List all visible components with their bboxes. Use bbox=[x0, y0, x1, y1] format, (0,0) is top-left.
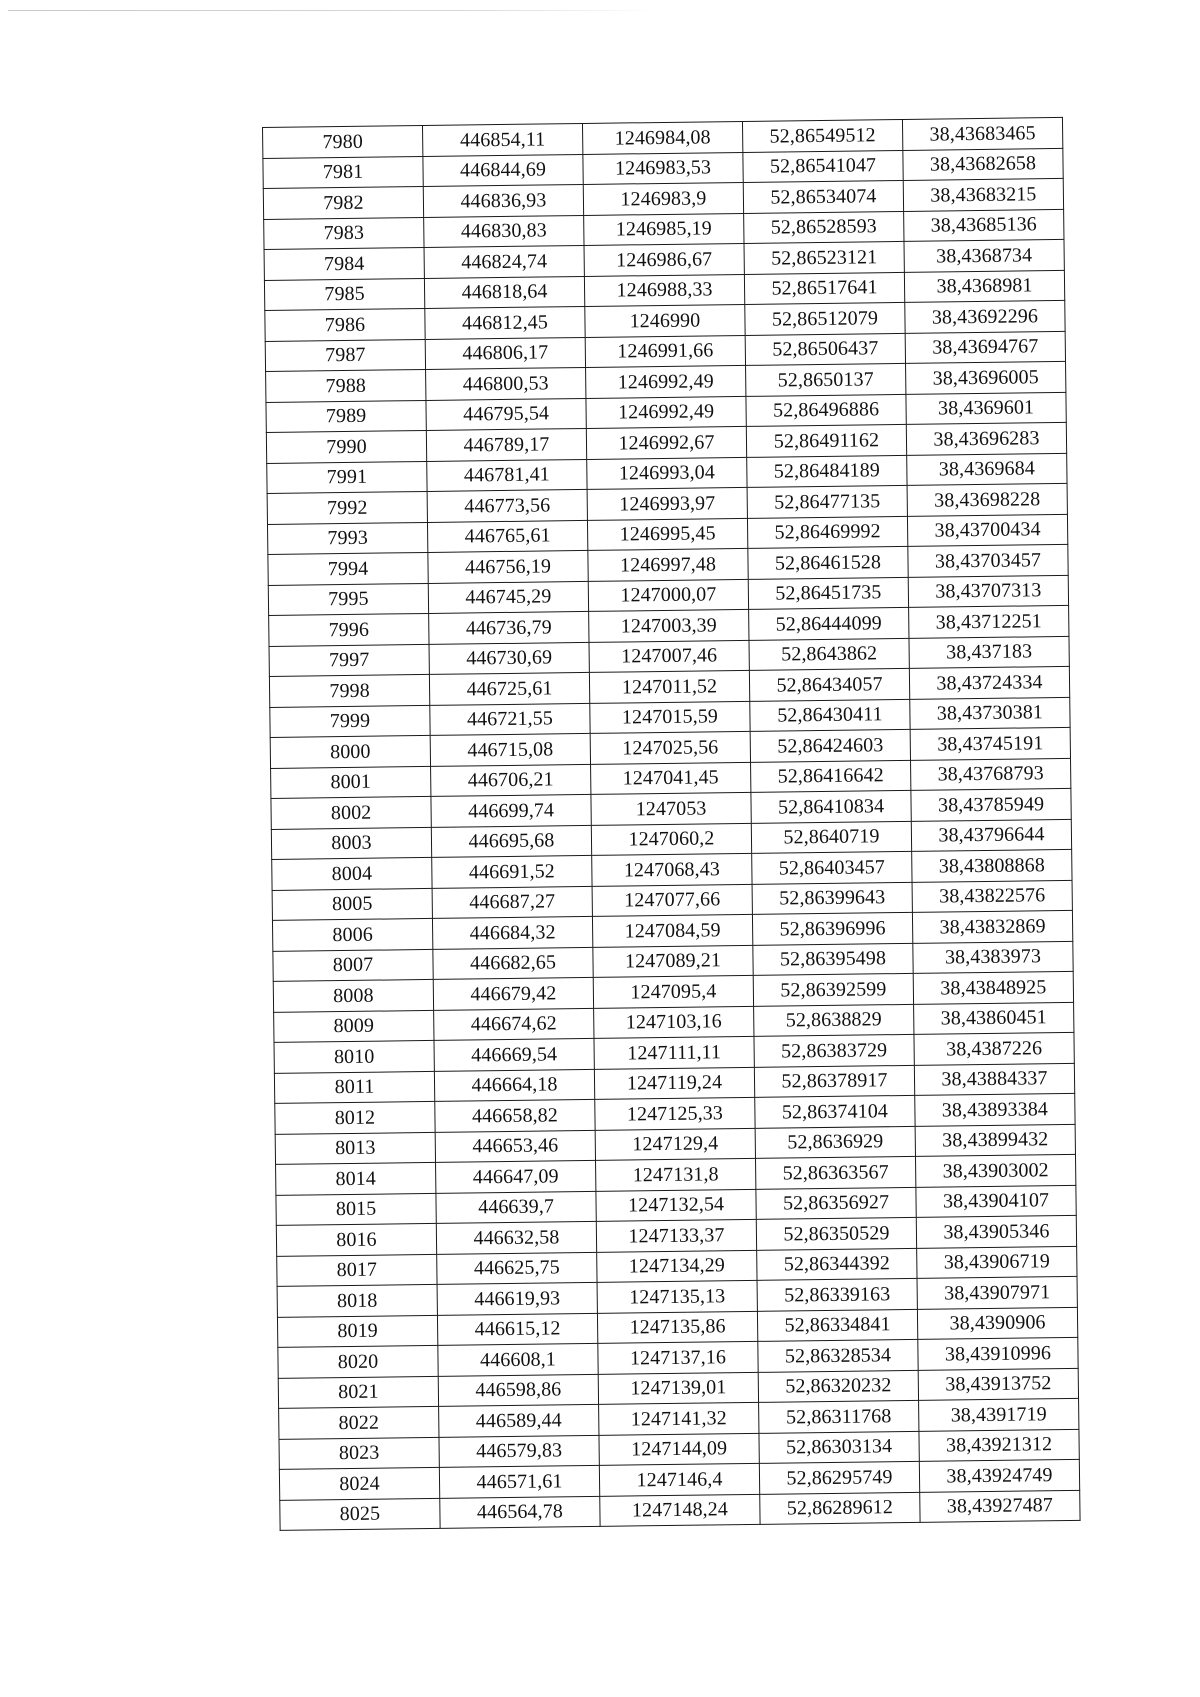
y-coordinate-cell: 1247148,24 bbox=[600, 1494, 760, 1527]
point-number-cell: 8010 bbox=[274, 1040, 434, 1073]
x-coordinate-cell: 446619,93 bbox=[437, 1282, 597, 1315]
longitude-cell: 38,43860451 bbox=[914, 1002, 1074, 1035]
latitude-cell: 52,86395498 bbox=[753, 943, 913, 976]
point-number-cell: 8016 bbox=[276, 1223, 436, 1256]
latitude-cell: 52,86430411 bbox=[750, 699, 910, 732]
longitude-cell: 38,43906719 bbox=[917, 1246, 1077, 1279]
longitude-cell: 38,43832869 bbox=[912, 910, 1072, 943]
y-coordinate-cell: 1246991,66 bbox=[585, 335, 745, 368]
latitude-cell: 52,86424603 bbox=[750, 729, 910, 762]
point-number-cell: 7990 bbox=[266, 430, 426, 463]
y-coordinate-cell: 1247141,32 bbox=[599, 1402, 759, 1435]
latitude-cell: 52,86528593 bbox=[744, 211, 904, 244]
y-coordinate-cell: 1247103,16 bbox=[594, 1006, 754, 1039]
x-coordinate-cell: 446589,44 bbox=[439, 1404, 599, 1437]
y-coordinate-cell: 1247060,2 bbox=[591, 823, 751, 856]
latitude-cell: 52,86416642 bbox=[751, 760, 911, 793]
longitude-cell: 38,43696005 bbox=[906, 361, 1066, 394]
latitude-cell: 52,86444099 bbox=[749, 607, 909, 640]
point-number-cell: 7993 bbox=[267, 522, 427, 555]
latitude-cell: 52,86289612 bbox=[760, 1492, 920, 1525]
x-coordinate-cell: 446800,53 bbox=[426, 367, 586, 400]
latitude-cell: 52,86434057 bbox=[749, 668, 909, 701]
point-number-cell: 8017 bbox=[277, 1254, 437, 1287]
x-coordinate-cell: 446844,69 bbox=[423, 154, 583, 187]
latitude-cell: 52,86469992 bbox=[747, 516, 907, 549]
longitude-cell: 38,4390906 bbox=[917, 1307, 1077, 1340]
coordinates-table bbox=[262, 117, 1081, 1531]
point-number-cell: 7983 bbox=[264, 217, 424, 250]
latitude-cell: 52,86496886 bbox=[746, 394, 906, 427]
longitude-cell: 38,43848925 bbox=[913, 971, 1073, 1004]
point-number-cell: 8000 bbox=[270, 735, 430, 768]
y-coordinate-cell: 1246986,67 bbox=[584, 243, 744, 276]
longitude-cell: 38,43703457 bbox=[908, 544, 1068, 577]
longitude-cell: 38,43712251 bbox=[909, 605, 1069, 638]
y-coordinate-cell: 1247084,59 bbox=[592, 914, 752, 947]
y-coordinate-cell: 1247041,45 bbox=[591, 762, 751, 795]
latitude-cell: 52,86541047 bbox=[743, 150, 903, 183]
x-coordinate-cell: 446830,83 bbox=[424, 215, 584, 248]
y-coordinate-cell: 1246984,08 bbox=[582, 121, 742, 154]
x-coordinate-cell: 446571,61 bbox=[439, 1465, 599, 1498]
latitude-cell: 52,86374104 bbox=[755, 1095, 915, 1128]
longitude-cell: 38,43694767 bbox=[905, 331, 1065, 364]
y-coordinate-cell: 1247000,07 bbox=[588, 579, 748, 612]
latitude-cell: 52,86517641 bbox=[744, 272, 904, 305]
longitude-cell: 38,43692296 bbox=[905, 300, 1065, 333]
x-coordinate-cell: 446765,61 bbox=[427, 520, 587, 553]
x-coordinate-cell: 446736,79 bbox=[429, 611, 589, 644]
latitude-cell: 52,86477135 bbox=[747, 485, 907, 518]
x-coordinate-cell: 446715,08 bbox=[430, 733, 590, 766]
longitude-cell: 38,43768793 bbox=[911, 758, 1071, 791]
y-coordinate-cell: 1247134,29 bbox=[597, 1250, 757, 1283]
point-number-cell: 8024 bbox=[279, 1467, 439, 1500]
longitude-cell: 38,43700434 bbox=[907, 514, 1067, 547]
latitude-cell: 52,86523121 bbox=[744, 241, 904, 274]
y-coordinate-cell: 1247068,43 bbox=[592, 853, 752, 886]
x-coordinate-cell: 446854,11 bbox=[422, 123, 582, 156]
latitude-cell: 52,86403457 bbox=[752, 851, 912, 884]
x-coordinate-cell: 446818,64 bbox=[424, 276, 584, 309]
point-number-cell: 8002 bbox=[271, 796, 431, 829]
latitude-cell: 52,86328534 bbox=[758, 1339, 918, 1372]
y-coordinate-cell: 1247053 bbox=[591, 792, 751, 825]
latitude-cell: 52,8638829 bbox=[754, 1004, 914, 1037]
x-coordinate-cell: 446625,75 bbox=[437, 1252, 597, 1285]
longitude-cell: 38,43899432 bbox=[915, 1124, 1075, 1157]
x-coordinate-cell: 446706,21 bbox=[431, 764, 591, 797]
y-coordinate-cell: 1247111,11 bbox=[594, 1036, 754, 1069]
y-coordinate-cell: 1247132,54 bbox=[596, 1189, 756, 1222]
y-coordinate-cell: 1247139,01 bbox=[598, 1372, 758, 1405]
longitude-cell: 38,43808868 bbox=[912, 849, 1072, 882]
point-number-cell: 8011 bbox=[274, 1071, 434, 1104]
latitude-cell: 52,8640719 bbox=[751, 821, 911, 854]
x-coordinate-cell: 446789,17 bbox=[426, 428, 586, 461]
longitude-cell: 38,43913752 bbox=[918, 1368, 1078, 1401]
longitude-cell: 38,43707313 bbox=[908, 575, 1068, 608]
longitude-cell: 38,43907971 bbox=[917, 1276, 1077, 1309]
y-coordinate-cell: 1247135,13 bbox=[597, 1280, 757, 1313]
point-number-cell: 8012 bbox=[275, 1101, 435, 1134]
y-coordinate-cell: 1247025,56 bbox=[590, 731, 750, 764]
longitude-cell: 38,43696283 bbox=[906, 422, 1066, 455]
latitude-cell: 52,86350529 bbox=[756, 1217, 916, 1250]
y-coordinate-cell: 1246992,67 bbox=[586, 426, 746, 459]
point-number-cell: 7997 bbox=[269, 644, 429, 677]
x-coordinate-cell: 446836,93 bbox=[423, 184, 583, 217]
coordinates-table-body bbox=[263, 117, 1081, 1530]
longitude-cell: 38,43924749 bbox=[919, 1459, 1079, 1492]
point-number-cell: 8014 bbox=[276, 1162, 436, 1195]
point-number-cell: 7986 bbox=[265, 308, 425, 341]
point-number-cell: 7985 bbox=[264, 278, 424, 311]
longitude-cell: 38,43884337 bbox=[914, 1063, 1074, 1096]
x-coordinate-cell: 446695,68 bbox=[431, 825, 591, 858]
latitude-cell: 52,86311768 bbox=[759, 1400, 919, 1433]
y-coordinate-cell: 1247089,21 bbox=[593, 945, 753, 978]
x-coordinate-cell: 446615,12 bbox=[437, 1313, 597, 1346]
longitude-cell: 38,43698228 bbox=[907, 483, 1067, 516]
point-number-cell: 8015 bbox=[276, 1193, 436, 1226]
longitude-cell: 38,4387226 bbox=[914, 1032, 1074, 1065]
point-number-cell: 8019 bbox=[277, 1315, 437, 1348]
point-number-cell: 8022 bbox=[279, 1406, 439, 1439]
y-coordinate-cell: 1247137,16 bbox=[598, 1341, 758, 1374]
longitude-cell: 38,43745191 bbox=[910, 727, 1070, 760]
point-number-cell: 8020 bbox=[278, 1345, 438, 1378]
y-coordinate-cell: 1246993,97 bbox=[587, 487, 747, 520]
latitude-cell: 52,86334841 bbox=[757, 1309, 917, 1342]
x-coordinate-cell: 446687,27 bbox=[432, 886, 592, 919]
x-coordinate-cell: 446664,18 bbox=[434, 1069, 594, 1102]
point-number-cell: 7998 bbox=[269, 674, 429, 707]
point-number-cell: 7992 bbox=[267, 491, 427, 524]
point-number-cell: 7980 bbox=[263, 125, 423, 158]
longitude-cell: 38,4369684 bbox=[907, 453, 1067, 486]
y-coordinate-cell: 1246983,53 bbox=[583, 152, 743, 185]
latitude-cell: 52,86392599 bbox=[753, 973, 913, 1006]
x-coordinate-cell: 446745,29 bbox=[428, 581, 588, 614]
y-coordinate-cell: 1247135,86 bbox=[597, 1311, 757, 1344]
latitude-cell: 52,86451735 bbox=[748, 577, 908, 610]
latitude-cell: 52,8636929 bbox=[755, 1126, 915, 1159]
longitude-cell: 38,43682658 bbox=[903, 148, 1063, 181]
y-coordinate-cell: 1246997,48 bbox=[588, 548, 748, 581]
x-coordinate-cell: 446756,19 bbox=[428, 550, 588, 583]
x-coordinate-cell: 446781,41 bbox=[427, 459, 587, 492]
longitude-cell: 38,43822576 bbox=[912, 880, 1072, 913]
latitude-cell: 52,86303134 bbox=[759, 1431, 919, 1464]
longitude-cell: 38,43730381 bbox=[910, 697, 1070, 730]
longitude-cell: 38,43683465 bbox=[902, 117, 1062, 150]
x-coordinate-cell: 446579,83 bbox=[439, 1435, 599, 1468]
latitude-cell: 52,86484189 bbox=[747, 455, 907, 488]
latitude-cell: 52,86410834 bbox=[751, 790, 911, 823]
x-coordinate-cell: 446564,78 bbox=[440, 1496, 600, 1529]
x-coordinate-cell: 446679,42 bbox=[433, 977, 593, 1010]
y-coordinate-cell: 1247129,4 bbox=[595, 1128, 755, 1161]
longitude-cell: 38,43785949 bbox=[911, 788, 1071, 821]
point-number-cell: 7991 bbox=[267, 461, 427, 494]
y-coordinate-cell: 1246985,19 bbox=[584, 213, 744, 246]
point-number-cell: 7995 bbox=[268, 583, 428, 616]
longitude-cell: 38,43927487 bbox=[920, 1490, 1080, 1523]
latitude-cell: 52,86363567 bbox=[755, 1156, 915, 1189]
y-coordinate-cell: 1247125,33 bbox=[595, 1097, 755, 1130]
longitude-cell: 38,43904107 bbox=[916, 1185, 1076, 1218]
x-coordinate-cell: 446608,1 bbox=[438, 1343, 598, 1376]
latitude-cell: 52,86491162 bbox=[746, 424, 906, 457]
longitude-cell: 38,4383973 bbox=[913, 941, 1073, 974]
y-coordinate-cell: 1246990 bbox=[585, 304, 745, 337]
longitude-cell: 38,43893384 bbox=[915, 1093, 1075, 1126]
y-coordinate-cell: 1246993,04 bbox=[587, 457, 747, 490]
point-number-cell: 8013 bbox=[275, 1132, 435, 1165]
x-coordinate-cell: 446653,46 bbox=[435, 1130, 595, 1163]
point-number-cell: 8021 bbox=[278, 1376, 438, 1409]
longitude-cell: 38,4368734 bbox=[904, 239, 1064, 272]
point-number-cell: 8006 bbox=[272, 918, 432, 951]
y-coordinate-cell: 1247077,66 bbox=[592, 884, 752, 917]
longitude-cell: 38,4369601 bbox=[906, 392, 1066, 425]
longitude-cell: 38,43905346 bbox=[916, 1215, 1076, 1248]
latitude-cell: 52,8650137 bbox=[746, 363, 906, 396]
x-coordinate-cell: 446647,09 bbox=[436, 1160, 596, 1193]
longitude-cell: 38,43903002 bbox=[915, 1154, 1075, 1187]
x-coordinate-cell: 446684,32 bbox=[432, 916, 592, 949]
x-coordinate-cell: 446674,62 bbox=[434, 1008, 594, 1041]
point-number-cell: 8001 bbox=[271, 766, 431, 799]
x-coordinate-cell: 446812,45 bbox=[425, 306, 585, 339]
point-number-cell: 7981 bbox=[263, 156, 423, 189]
point-number-cell: 8023 bbox=[279, 1437, 439, 1470]
longitude-cell: 38,43796644 bbox=[911, 819, 1071, 852]
y-coordinate-cell: 1246983,9 bbox=[583, 182, 743, 215]
x-coordinate-cell: 446699,74 bbox=[431, 794, 591, 827]
y-coordinate-cell: 1247015,59 bbox=[590, 701, 750, 734]
latitude-cell: 52,86461528 bbox=[748, 546, 908, 579]
latitude-cell: 52,86320232 bbox=[758, 1370, 918, 1403]
point-number-cell: 7982 bbox=[263, 186, 423, 219]
y-coordinate-cell: 1247131,8 bbox=[596, 1158, 756, 1191]
point-number-cell: 7987 bbox=[265, 339, 425, 372]
point-number-cell: 7999 bbox=[270, 705, 430, 738]
y-coordinate-cell: 1247007,46 bbox=[589, 640, 749, 673]
longitude-cell: 38,4368981 bbox=[904, 270, 1064, 303]
y-coordinate-cell: 1246988,33 bbox=[584, 274, 744, 307]
x-coordinate-cell: 446806,17 bbox=[425, 337, 585, 370]
latitude-cell: 52,86378917 bbox=[754, 1065, 914, 1098]
point-number-cell: 7994 bbox=[268, 552, 428, 585]
x-coordinate-cell: 446682,65 bbox=[433, 947, 593, 980]
latitude-cell: 52,86549512 bbox=[742, 119, 902, 152]
y-coordinate-cell: 1247144,09 bbox=[599, 1433, 759, 1466]
point-number-cell: 7988 bbox=[266, 369, 426, 402]
latitude-cell: 52,8643862 bbox=[749, 638, 909, 671]
latitude-cell: 52,86512079 bbox=[745, 302, 905, 335]
longitude-cell: 38,43685136 bbox=[904, 209, 1064, 242]
latitude-cell: 52,86356927 bbox=[756, 1187, 916, 1220]
scan-edge-line bbox=[8, 10, 658, 11]
point-number-cell: 8004 bbox=[272, 857, 432, 890]
x-coordinate-cell: 446691,52 bbox=[432, 855, 592, 888]
longitude-cell: 38,43921312 bbox=[919, 1429, 1079, 1462]
longitude-cell: 38,437183 bbox=[909, 636, 1069, 669]
latitude-cell: 52,86383729 bbox=[754, 1034, 914, 1067]
x-coordinate-cell: 446658,82 bbox=[435, 1099, 595, 1132]
y-coordinate-cell: 1246995,45 bbox=[587, 518, 747, 551]
x-coordinate-cell: 446669,54 bbox=[434, 1038, 594, 1071]
x-coordinate-cell: 446730,69 bbox=[429, 642, 589, 675]
point-number-cell: 8003 bbox=[271, 827, 431, 860]
y-coordinate-cell: 1247133,37 bbox=[596, 1219, 756, 1252]
point-number-cell: 8008 bbox=[273, 979, 433, 1012]
latitude-cell: 52,86344392 bbox=[757, 1248, 917, 1281]
longitude-cell: 38,43910996 bbox=[918, 1337, 1078, 1370]
point-number-cell: 7996 bbox=[269, 613, 429, 646]
point-number-cell: 8018 bbox=[277, 1284, 437, 1317]
point-number-cell: 8025 bbox=[280, 1498, 440, 1531]
latitude-cell: 52,86295749 bbox=[759, 1461, 919, 1494]
longitude-cell: 38,4391719 bbox=[919, 1398, 1079, 1431]
longitude-cell: 38,43683215 bbox=[903, 178, 1063, 211]
y-coordinate-cell: 1246992,49 bbox=[586, 396, 746, 429]
y-coordinate-cell: 1247146,4 bbox=[599, 1463, 759, 1496]
latitude-cell: 52,86506437 bbox=[745, 333, 905, 366]
latitude-cell: 52,86396996 bbox=[752, 912, 912, 945]
latitude-cell: 52,86339163 bbox=[757, 1278, 917, 1311]
y-coordinate-cell: 1247003,39 bbox=[589, 609, 749, 642]
x-coordinate-cell: 446639,7 bbox=[436, 1191, 596, 1224]
y-coordinate-cell: 1246992,49 bbox=[586, 365, 746, 398]
point-number-cell: 8005 bbox=[272, 888, 432, 921]
point-number-cell: 7984 bbox=[264, 247, 424, 280]
x-coordinate-cell: 446824,74 bbox=[424, 245, 584, 278]
x-coordinate-cell: 446725,61 bbox=[429, 672, 589, 705]
x-coordinate-cell: 446773,56 bbox=[427, 489, 587, 522]
y-coordinate-cell: 1247119,24 bbox=[594, 1067, 754, 1100]
y-coordinate-cell: 1247011,52 bbox=[589, 670, 749, 703]
longitude-cell: 38,43724334 bbox=[909, 666, 1069, 699]
x-coordinate-cell: 446795,54 bbox=[426, 398, 586, 431]
point-number-cell: 8009 bbox=[274, 1010, 434, 1043]
x-coordinate-cell: 446721,55 bbox=[430, 703, 590, 736]
x-coordinate-cell: 446632,58 bbox=[436, 1221, 596, 1254]
point-number-cell: 8007 bbox=[273, 949, 433, 982]
document-page bbox=[262, 117, 1080, 1531]
point-number-cell: 7989 bbox=[266, 400, 426, 433]
y-coordinate-cell: 1247095,4 bbox=[593, 975, 753, 1008]
x-coordinate-cell: 446598,86 bbox=[438, 1374, 598, 1407]
latitude-cell: 52,86534074 bbox=[743, 180, 903, 213]
latitude-cell: 52,86399643 bbox=[752, 882, 912, 915]
